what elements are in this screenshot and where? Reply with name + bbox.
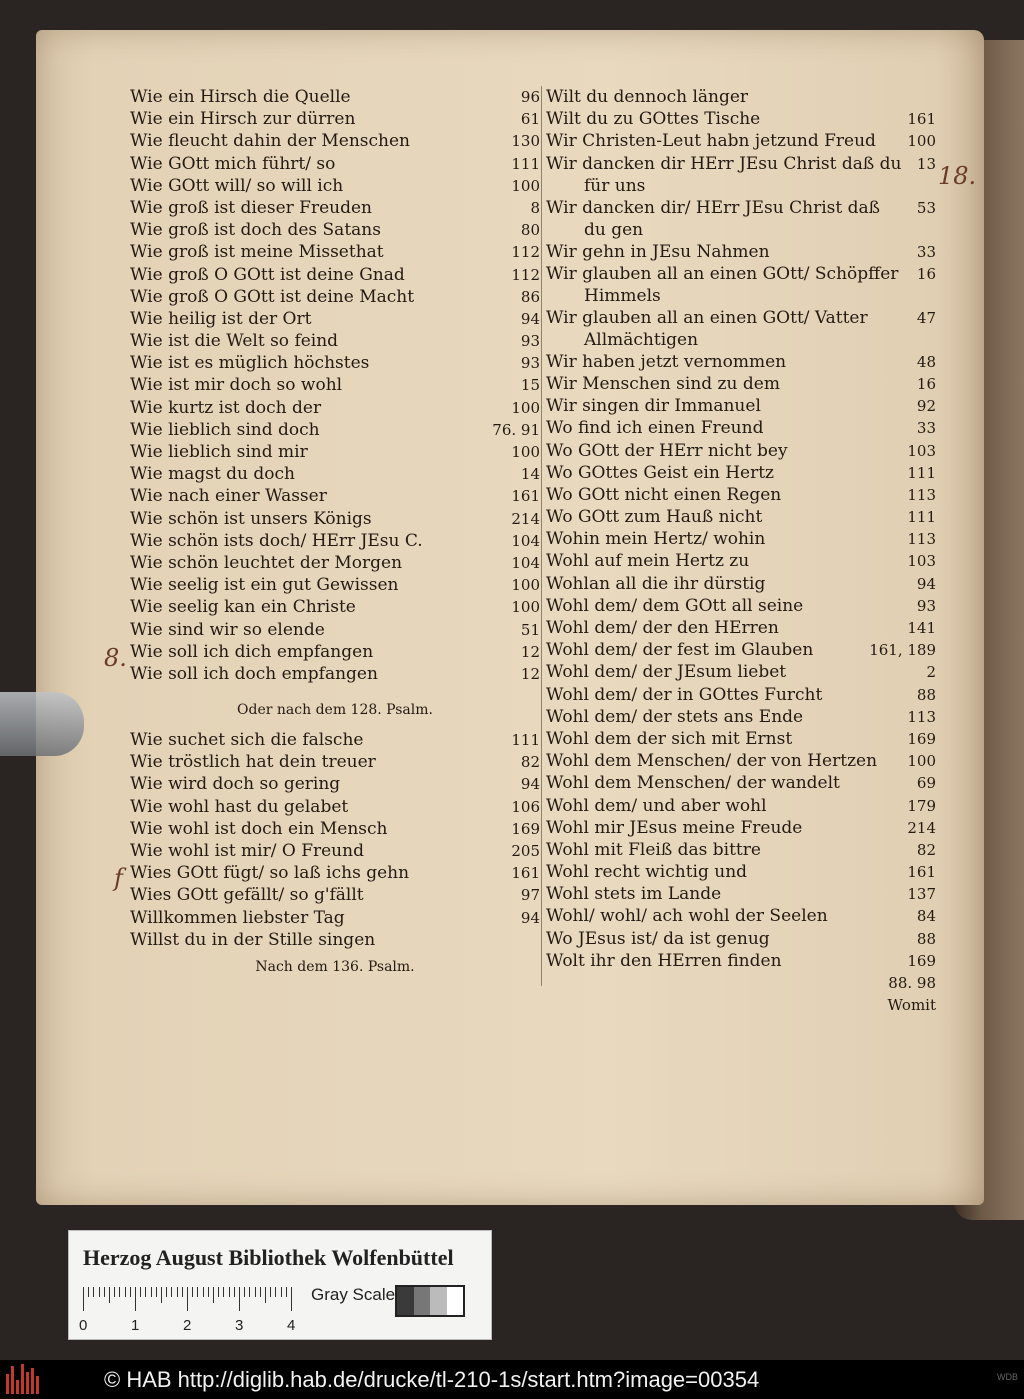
- index-entry: [130, 330, 540, 352]
- logo-bar: [21, 1364, 24, 1394]
- index-entry: [546, 506, 936, 528]
- entry-title: Wie sind wir so elende: [130, 619, 325, 640]
- index-entry: [546, 197, 936, 241]
- entry-title: Wie suchet sich die falsche: [130, 730, 364, 751]
- entry-title: Willst du in der Stille singen: [130, 929, 376, 950]
- entry-title: Wie ist es müglich höchstes: [130, 353, 370, 374]
- index-entry: [130, 264, 540, 286]
- index-entry: [546, 883, 936, 905]
- entry-title: Wo GOtt der HErr nicht bey: [546, 440, 788, 461]
- entry-page-number: 161: [907, 110, 936, 129]
- entry-page-number: 100: [511, 443, 540, 461]
- logo-bar: [16, 1380, 19, 1394]
- entry-title: Wie lieblich sind doch: [130, 419, 320, 440]
- entry-title: Wie wird doch so gering: [130, 774, 341, 795]
- index-entry: [546, 241, 936, 263]
- entry-title: Wir dancken dir HErr JEsu Christ daß du: [546, 153, 902, 174]
- entry-title: Wie wohl hast du gelabet: [130, 796, 349, 817]
- index-entry: [130, 374, 540, 396]
- entry-title: Wo JEsus ist/ da ist genug: [546, 928, 770, 949]
- entry-page-number: 97: [520, 886, 540, 905]
- ruler-tick: [187, 1287, 188, 1311]
- index-entry: [546, 373, 936, 395]
- index-entry: [130, 441, 540, 463]
- ruler-tick: [281, 1287, 282, 1297]
- entry-title: Wohl/ wohl/ ach wohl der Seelen: [546, 906, 828, 927]
- index-entry: [130, 530, 540, 552]
- margin-note-left-top: 8.: [104, 644, 127, 672]
- entry-title: Wies GOtt gefällt/ so g'fällt: [130, 885, 364, 906]
- entry-title: Wie seelig kan ein Christe: [130, 597, 356, 618]
- index-entry: [130, 485, 540, 507]
- entry-title: Wie GOtt will/ so will ich: [130, 175, 344, 196]
- index-column-left: [130, 86, 540, 975]
- entry-title: Wie groß ist doch des Satans: [130, 220, 381, 241]
- entry-title: Wie magst du doch: [130, 464, 295, 485]
- index-entry: [546, 728, 936, 750]
- entry-page-number: 15: [520, 376, 540, 395]
- index-entry: [546, 661, 936, 683]
- entry-title: Wohl dem Menschen/ der von Hertzen: [546, 751, 878, 772]
- index-entry: [130, 219, 540, 241]
- index-entry: [130, 308, 540, 330]
- index-entry: [546, 153, 936, 197]
- entry-page-number: 161, 189: [869, 641, 936, 660]
- entry-title: Wohl dem/ der JEsum liebet: [546, 662, 787, 683]
- entry-title: Wohl mit Fleiß das bittre: [546, 839, 761, 860]
- index-entry: [130, 641, 540, 663]
- ruler-tick: [161, 1287, 162, 1303]
- entry-title: Wir glauben all an einen GOtt/ Schöpffer: [546, 263, 899, 284]
- entry-page-number: 111: [511, 731, 540, 750]
- entry-title: Wohl dem der sich mit Ernst: [546, 728, 793, 749]
- index-entry: [546, 528, 936, 550]
- entry-title: Wie ein Hirsch zur dürren: [130, 109, 356, 130]
- entry-title: Wie seelig ist ein gut Gewissen: [130, 575, 399, 596]
- footer-bar: [0, 1360, 1024, 1399]
- entry-page-number: 61: [520, 110, 540, 129]
- entry-title: Wie soll ich dich empfangen: [130, 641, 374, 662]
- ruler-tick: [182, 1287, 183, 1297]
- ruler-tick: [291, 1287, 292, 1311]
- entry-title: Wie ist die Welt so feind: [130, 331, 339, 352]
- index-entry: [546, 263, 936, 307]
- entry-page-number: 69: [916, 774, 936, 793]
- entry-title: Wie groß ist dieser Freuden: [130, 197, 372, 218]
- index-entry: [130, 907, 540, 929]
- entry-title: Wohl auf mein Hertz zu: [546, 551, 750, 572]
- entry-page-number: 82: [520, 753, 540, 772]
- hab-logo-icon: [6, 1364, 42, 1394]
- index-entry: [546, 484, 936, 506]
- entry-page-number: 86: [520, 287, 540, 306]
- entry-page-number: 113: [907, 485, 936, 504]
- entry-title: Wir singen dir Immanuel: [546, 396, 761, 417]
- ruler-number: 3: [235, 1317, 244, 1334]
- index-entry: [546, 573, 936, 595]
- ruler-tick: [151, 1287, 152, 1297]
- entry-title: Wohl recht wichtig und: [546, 862, 748, 883]
- ruler-tick: [223, 1287, 224, 1297]
- index-entry: [546, 440, 936, 462]
- ruler-tick: [203, 1287, 204, 1297]
- ruler-tick: [275, 1287, 276, 1297]
- entry-page-number: 76. 91: [492, 420, 540, 439]
- entry-page-number: 33: [916, 419, 936, 438]
- ruler-tick: [99, 1287, 100, 1297]
- catchword-row: [546, 994, 936, 1016]
- ruler-tick: [192, 1287, 193, 1297]
- entry-title: Wie nach einer Wasser: [130, 486, 327, 507]
- index-column-right: [546, 86, 936, 1016]
- entry-page-number: 103: [907, 441, 936, 460]
- entry-page-number: 96: [520, 88, 540, 106]
- entry-title: Wohl dem/ dem GOtt all seine: [546, 595, 804, 616]
- entry-page-number: 94: [520, 908, 540, 927]
- entry-page-number: 100: [511, 398, 540, 417]
- index-entry: [546, 639, 936, 661]
- entry-page-number: 84: [916, 907, 936, 926]
- entry-page-number: 82: [916, 840, 936, 859]
- entry-title: Wie wohl ist doch ein Mensch: [130, 818, 388, 839]
- entry-title: Wohl mir JEsus meine Freude: [546, 817, 803, 838]
- ruler-tick: [265, 1287, 266, 1303]
- entry-page-number: 169: [907, 951, 936, 970]
- ruler-tick: [244, 1287, 245, 1297]
- entry-title: Wies GOtt fügt/ so laß ichs gehn: [130, 863, 410, 884]
- index-entry: [546, 130, 936, 152]
- ruler-tick: [234, 1287, 235, 1297]
- index-entry: [130, 552, 540, 574]
- index-entry: [546, 86, 936, 108]
- index-entry: [546, 706, 936, 728]
- subheading: Oder nach dem 128. Psalm.: [237, 702, 433, 719]
- logo-bar: [26, 1372, 29, 1394]
- index-entry: [130, 397, 540, 419]
- entry-title: Wolt ihr den HErren finden: [546, 950, 782, 971]
- index-entry: [546, 928, 936, 950]
- entry-title: Wohlan all die ihr dürstig: [546, 573, 766, 594]
- index-entry: [130, 286, 540, 308]
- index-entry: [130, 729, 540, 751]
- entry-title: Wie ist mir doch so wohl: [130, 375, 343, 396]
- entry-page-number: 161: [511, 487, 540, 506]
- entry-page-number: 137: [907, 885, 936, 904]
- index-entry: [130, 352, 540, 374]
- entry-page-number: 93: [916, 596, 936, 615]
- footer-mark: WDB: [997, 1372, 1018, 1382]
- entry-title: Wilt du dennoch länger: [546, 87, 749, 107]
- entry-title: Wie ein Hirsch die Quelle: [130, 87, 351, 107]
- entry-page-number: 93: [520, 354, 540, 373]
- catchword: Womit: [887, 996, 936, 1015]
- entry-title: Willkommen liebster Tag: [130, 907, 345, 928]
- entry-title-continued: für uns: [584, 175, 646, 196]
- margin-note-right: 18.: [938, 162, 977, 190]
- entry-title: Wie schön ist unsers Königs: [130, 508, 372, 529]
- index-entry: [130, 574, 540, 596]
- footer-heading: Nach dem 136. Psalm.: [255, 958, 415, 975]
- entry-page-number: 103: [907, 552, 936, 571]
- index-entry: [546, 795, 936, 817]
- entry-page-number: 8: [530, 198, 540, 217]
- logo-bar: [11, 1366, 14, 1394]
- entry-page-number: 88: [916, 929, 936, 948]
- entry-page-number: 104: [511, 531, 540, 550]
- entry-title: Wie kurtz ist doch der: [130, 397, 322, 418]
- ruler-tick: [140, 1287, 141, 1297]
- index-entry: [130, 241, 540, 263]
- entry-title: Wie tröstlich hat dein treuer: [130, 752, 376, 773]
- ruler-tick: [166, 1287, 167, 1297]
- ruler-tick: [270, 1287, 271, 1297]
- index-entry: [130, 419, 540, 441]
- entry-title: Wohin mein Hertz/ wohin: [546, 529, 766, 550]
- entry-page-number: 205: [511, 842, 540, 860]
- ruler-tick: [229, 1287, 230, 1297]
- logo-bar: [31, 1368, 34, 1394]
- index-entry: [546, 861, 936, 883]
- entry-title: Wilt du zu GOttes Tische: [546, 109, 761, 130]
- entry-page-number: 100: [511, 576, 540, 595]
- ruler-number: 0: [79, 1317, 88, 1334]
- margin-note-left-bottom: f: [114, 864, 123, 892]
- entry-page-number: 141: [907, 619, 936, 637]
- entry-title: Wo GOtt nicht einen Regen: [546, 484, 782, 505]
- index-entry: [130, 751, 540, 773]
- library-color-card: [68, 1230, 492, 1340]
- entry-title: Wohl dem/ und aber wohl: [546, 795, 767, 816]
- index-entry: [546, 839, 936, 861]
- ruler-tick: [213, 1287, 214, 1303]
- entry-page-number: 169: [907, 729, 936, 748]
- ruler-tick: [119, 1287, 120, 1297]
- index-entry: [546, 972, 936, 994]
- entry-page-number: 179: [907, 796, 936, 815]
- logo-bar: [6, 1374, 9, 1394]
- entry-page-number: 111: [907, 508, 936, 527]
- index-entry: [130, 175, 540, 197]
- index-entry: [546, 108, 936, 130]
- entry-page-number: 48: [916, 352, 936, 371]
- gray-swatches: [395, 1285, 465, 1317]
- index-entry: [546, 750, 936, 772]
- page-clamp: [0, 692, 84, 756]
- column-divider: [541, 86, 542, 986]
- entry-title: Wohl dem Menschen/ der wandelt: [546, 773, 840, 794]
- entry-title: Wie groß O GOtt ist deine Macht: [130, 286, 415, 307]
- entry-title: Wohl dem/ der stets ans Ende: [546, 706, 804, 727]
- entry-page-number: 100: [511, 598, 540, 617]
- ruler-tick: [125, 1287, 126, 1297]
- entry-page-number: 47: [916, 308, 936, 327]
- entry-page-number: 100: [907, 132, 936, 151]
- index-entry: [546, 595, 936, 617]
- entry-page-number: 12: [520, 642, 540, 661]
- index-entry: [546, 905, 936, 927]
- ruler-tick: [260, 1287, 261, 1297]
- entry-title: Wir gehn in JEsu Nahmen: [546, 241, 770, 262]
- entry-page-number: 169: [511, 819, 540, 838]
- entry-page-number: 112: [511, 265, 540, 284]
- entry-page-number: 53: [916, 198, 936, 217]
- entry-page-number: 80: [520, 221, 540, 240]
- index-entry: [130, 840, 540, 862]
- entry-page-number: 92: [916, 397, 936, 416]
- logo-bar: [36, 1376, 39, 1394]
- ruler-tick: [171, 1287, 172, 1297]
- index-entry: [546, 351, 936, 373]
- index-entry: [546, 684, 936, 706]
- index-entry: [546, 395, 936, 417]
- index-entry: [130, 108, 540, 130]
- index-entry: [130, 773, 540, 795]
- ruler-tick: [88, 1287, 89, 1297]
- entry-page-number: 88: [916, 685, 936, 704]
- ruler-tick: [208, 1287, 209, 1297]
- entry-page-number: 100: [511, 176, 540, 195]
- entry-page-number: 93: [520, 332, 540, 351]
- ruler-tick: [177, 1287, 178, 1297]
- index-entry: [130, 818, 540, 840]
- ruler-tick: [239, 1287, 240, 1311]
- entry-title: Wie groß O GOtt ist deine Gnad: [130, 264, 405, 285]
- ruler-tick: [135, 1287, 136, 1311]
- index-entry: [130, 619, 540, 641]
- index-entry: [130, 86, 540, 108]
- ruler-tick: [93, 1287, 94, 1297]
- entry-page-number: 111: [511, 154, 540, 173]
- ruler-tick: [104, 1287, 105, 1297]
- ruler-tick: [130, 1287, 131, 1297]
- ruler-tick: [286, 1287, 287, 1297]
- ruler-tick: [156, 1287, 157, 1297]
- entry-page-number: 113: [907, 707, 936, 726]
- index-entry: [130, 862, 540, 884]
- entry-page-number: 33: [916, 242, 936, 261]
- entry-page-number: 88. 98: [888, 974, 936, 992]
- index-entry: [130, 796, 540, 818]
- entry-title: Wie soll ich doch empfangen: [130, 663, 378, 684]
- ruler-tick: [218, 1287, 219, 1297]
- ruler-number: 4: [287, 1317, 296, 1334]
- entry-title: Wir Menschen sind zu dem: [546, 373, 780, 394]
- entry-title: Wie heilig ist der Ort: [130, 308, 312, 329]
- entry-title: Wohl dem/ der fest im Glauben: [546, 640, 814, 661]
- entry-page-number: 112: [511, 243, 540, 262]
- ruler-tick: [255, 1287, 256, 1297]
- index-entry: [130, 197, 540, 219]
- entry-page-number: 100: [907, 752, 936, 771]
- ruler-number: 2: [183, 1317, 192, 1334]
- entry-page-number: 94: [520, 309, 540, 328]
- entry-title-continued: du gen: [584, 219, 644, 240]
- entry-page-number: 94: [916, 574, 936, 593]
- index-entry: [546, 550, 936, 572]
- index-entry: [130, 663, 540, 685]
- entry-title: Wo GOtt zum Hauß nicht: [546, 507, 763, 528]
- entry-title: Wohl dem/ der den HErren: [546, 618, 779, 638]
- entry-title: Wir glauben all an einen GOtt/ Vatter: [546, 307, 868, 328]
- entry-page-number: 111: [907, 463, 936, 482]
- index-entry: [130, 884, 540, 906]
- index-entry: [130, 153, 540, 175]
- entry-title: Wo GOttes Geist ein Hertz: [546, 462, 775, 483]
- index-entry: [546, 462, 936, 484]
- index-entry: [130, 463, 540, 485]
- entry-page-number: 214: [511, 509, 540, 528]
- entry-page-number: 12: [520, 664, 540, 683]
- entry-page-number: 214: [907, 818, 936, 837]
- ruler-tick: [83, 1287, 84, 1311]
- ruler-tick: [145, 1287, 146, 1297]
- entry-title: Wie wohl ist mir/ O Freund: [130, 841, 364, 861]
- entry-title: Wir haben jetzt vernommen: [546, 351, 787, 372]
- entry-page-number: 51: [520, 620, 540, 639]
- index-entry: [546, 617, 936, 639]
- entry-title: Wohl stets im Lande: [546, 884, 722, 905]
- scale-ruler: [83, 1287, 293, 1311]
- entry-title-continued: Allmächtigen: [584, 329, 699, 350]
- entry-page-number: 13: [916, 154, 936, 173]
- entry-title: Wir dancken dir/ HErr JEsu Christ daß: [546, 197, 880, 218]
- entry-page-number: 16: [916, 264, 936, 283]
- ruler-tick: [114, 1287, 115, 1297]
- entry-title: Wie fleucht dahin der Menschen: [130, 131, 410, 152]
- entry-title: Wir Christen-Leut habn jetzund Freud: [546, 131, 876, 152]
- entry-page-number: 2: [926, 663, 936, 682]
- ruler-tick: [249, 1287, 250, 1297]
- index-entry: [546, 817, 936, 839]
- ruler-tick: [197, 1287, 198, 1297]
- entry-title: Wie groß ist meine Missethat: [130, 242, 384, 263]
- entry-title: Wie schön ists doch/ HErr JEsu C.: [130, 530, 423, 551]
- index-entry: [546, 950, 936, 972]
- entry-page-number: 16: [916, 374, 936, 393]
- entry-page-number: 104: [511, 553, 540, 572]
- entry-title: Wie lieblich sind mir: [130, 442, 308, 462]
- index-entry: [130, 508, 540, 530]
- entry-title: Wohl dem/ der in GOttes Furcht: [546, 684, 823, 705]
- entry-page-number: 113: [907, 530, 936, 549]
- library-name: Herzog August Bibliothek Wolfenbüttel: [83, 1245, 454, 1270]
- index-entry: [130, 929, 540, 951]
- entry-title: Wie GOtt mich führt/ so: [130, 153, 336, 174]
- copyright-link[interactable]: © HAB http://diglib.hab.de/drucke/tl-210-1s/start.htm?image=00354: [104, 1367, 760, 1392]
- entry-page-number: 161: [511, 864, 540, 883]
- entry-page-number: 161: [907, 863, 936, 882]
- entry-page-number: 94: [520, 775, 540, 794]
- index-entry: [130, 130, 540, 152]
- entry-title: Wo find ich einen Freund: [546, 418, 764, 439]
- index-entry: [546, 307, 936, 351]
- ruler-number: 1: [131, 1317, 140, 1334]
- ruler-tick: [109, 1287, 110, 1303]
- entry-page-number: 130: [511, 132, 540, 151]
- entry-title-continued: Himmels: [584, 285, 661, 306]
- gray-scale-label: Gray Scale: [311, 1285, 396, 1304]
- entry-title: Wie schön leuchtet der Morgen: [130, 552, 403, 573]
- entry-page-number: 106: [511, 797, 540, 816]
- index-entry: [130, 596, 540, 618]
- entry-page-number: 14: [520, 465, 540, 484]
- index-entry: [546, 417, 936, 439]
- index-entry: [546, 772, 936, 794]
